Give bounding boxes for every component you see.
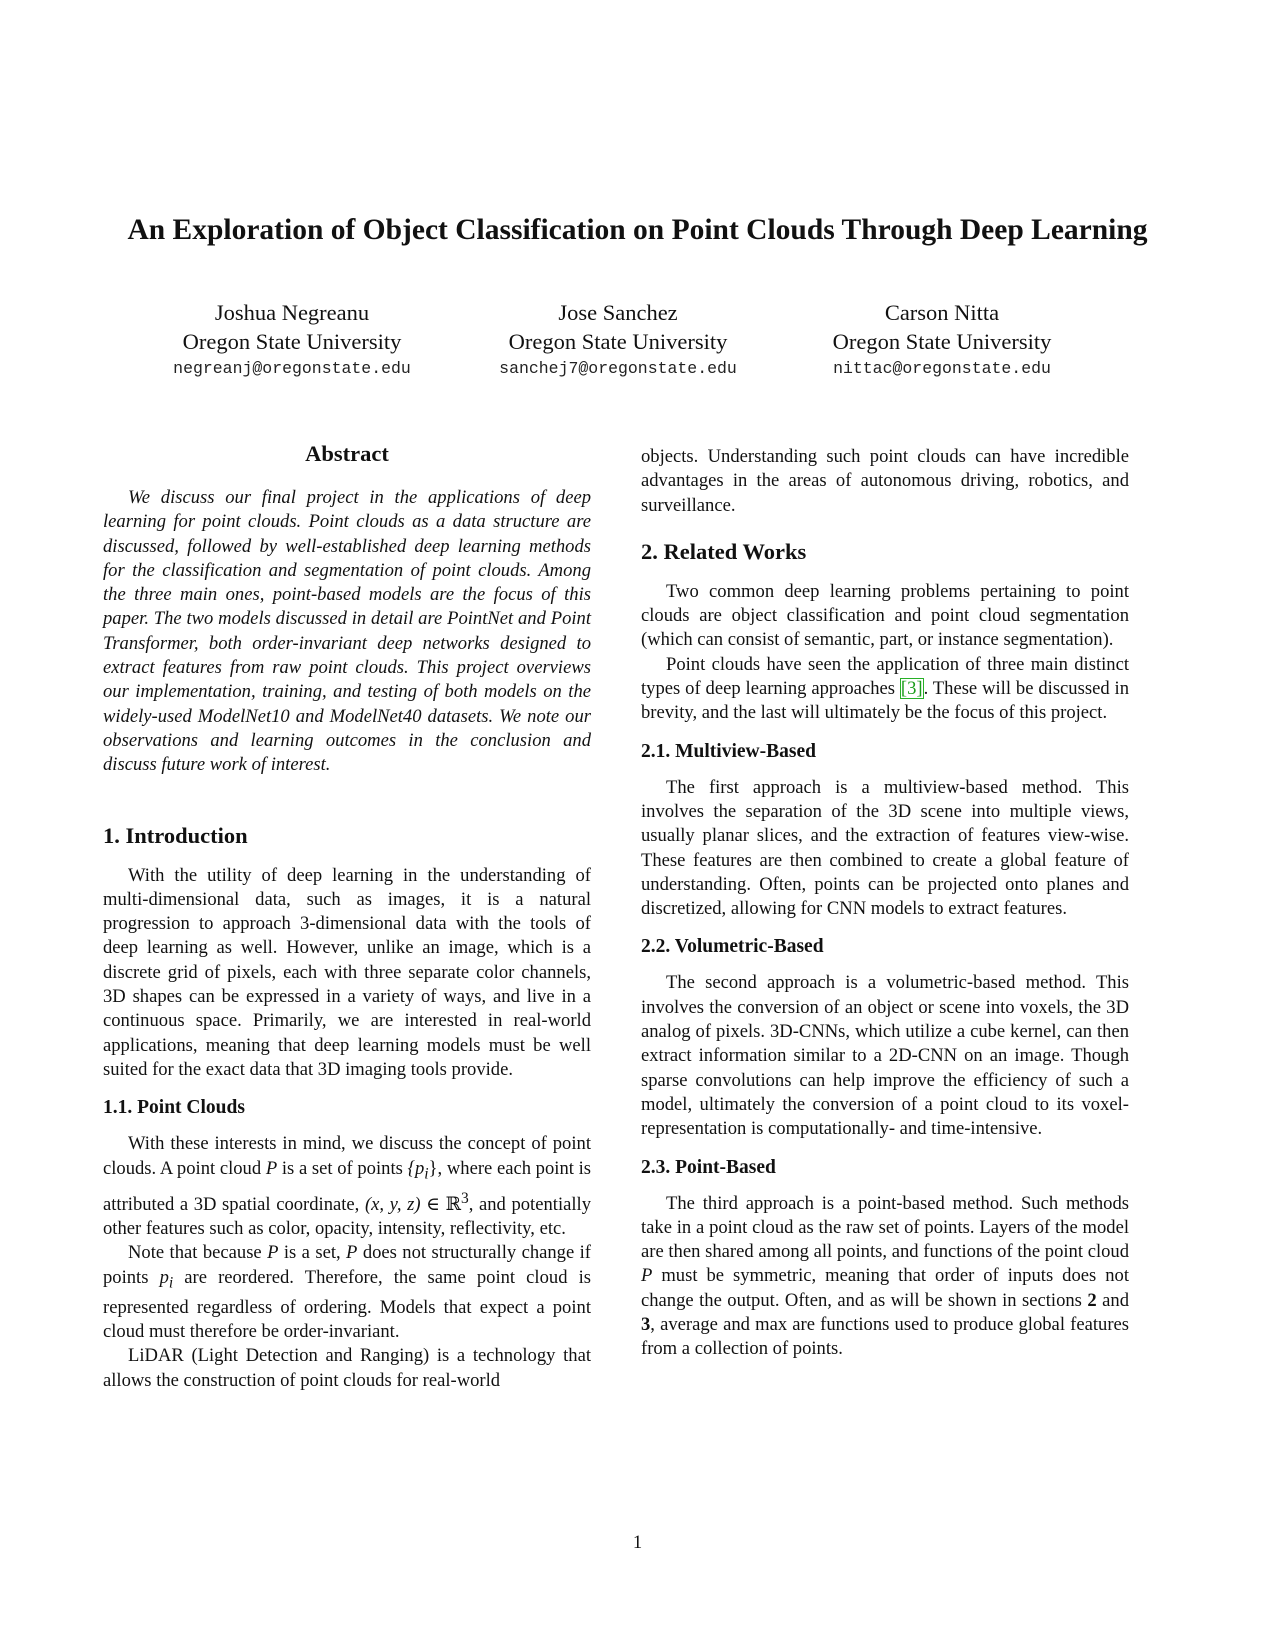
subsection-point-based-heading: 2.3. Point-Based — [641, 1156, 776, 1178]
author-name: Jose Sanchez — [558, 300, 678, 325]
related-paragraph-2: Point clouds have seen the application of three main distinct types of deep learning approaches [3]. These will be discussed in brevity, and the last will ultimately be the focus of this project. — [641, 653, 1129, 724]
point-clouds-paragraph-3: LiDAR (Light Detection and Ranging) is a technology that allows the construction of point clouds for real-world — [103, 1345, 591, 1391]
intro-paragraph: With the utility of deep learning in the understanding of multi-dimensional data, such as images, it is a natural progression to approach 3-dimensional data with the tools of deep learning as well. However, unlike an image, which is a discrete grid of pixels, each with three separate color channels, 3D shapes can be expressed in a variety of ways, and live in a continuous space. Primarily, we are interested in real-world applications, meaning that deep learning models must be well suited for the exact data that 3D imaging tools provide. — [103, 864, 591, 1080]
subsection-point-clouds-heading: 1.1. Point Clouds — [103, 1097, 245, 1119]
section-related-works-heading: 2. Related Works — [641, 538, 807, 564]
author-email: sanchej7@oregonstate.edu — [499, 359, 737, 378]
author-email: negreanj@oregonstate.edu — [173, 359, 411, 378]
author-name: Joshua Negreanu — [214, 300, 370, 325]
author-affiliation: Oregon State University — [832, 329, 1052, 354]
author-1 — [132, 298, 452, 382]
subsection-multiview-heading: 2.1. Multiview-Based — [641, 740, 816, 762]
section-introduction-heading: 1. Introduction — [103, 822, 248, 848]
point-clouds-paragraph-1: With these interests in mind, we discuss the concept of point clouds. A point cloud P is a set of points $\{p_i\}$, where each point is attributed a 3D spatial coordinate, (x, y, z) ∈ ℝ$^3$, and potentially other features such as color, opacity, intensity, reflectivity, etc. — [103, 1133, 591, 1240]
paper-title: An Exploration of Object Classification on Point Clouds Through Deep Learning — [127, 214, 1148, 246]
abstract-text: We discuss our final project in the applications of deep learning for point clouds. Point clouds as a data structure are discussed, followed by well-established deep learning methods for the classification and segmentation of point clouds. Among the three main ones, point-based models are the focus of this paper. The two models discussed in detail are PointNet and Point Transformer, both order-invariant deep networks designed to extract features from raw point clouds. This project overviews our implementation, training, and testing of both models on the widely-used ModelNet10 and ModelNet40 datasets. We note our observations and learning outcomes in the conclusion and discuss future work of interest. — [103, 487, 591, 776]
abstract-heading: Abstract — [305, 441, 389, 466]
author-2 — [458, 298, 778, 382]
subsection-volumetric-heading: 2.2. Volumetric-Based — [641, 936, 824, 958]
author-email: nittac@oregonstate.edu — [833, 359, 1051, 378]
author-name: Carson Nitta — [884, 300, 1000, 325]
volumetric-paragraph: The second approach is a volumetric-based method. This involves the conversion of an object or scene into voxels, the 3D analog of pixels. 3D-CNNs, which utilize a cube kernel, can then extract information similar to a 2D-CNN on an image. Though sparse convolutions can help improve the efficiency of such a model, ultimately the conversion of a point cloud to its voxel-representation is computationally- and time-intensive. — [641, 972, 1129, 1140]
right-column — [641, 445, 1129, 1362]
author-affiliation: Oregon State University — [508, 329, 728, 354]
related-paragraph-1: Two common deep learning problems pertaining to point clouds are object classification and point cloud segmentation (which can consist of semantic, part, or instance segmentation). — [641, 580, 1129, 651]
author-3 — [782, 298, 1102, 382]
page-number: 1 — [632, 1532, 643, 1553]
point-clouds-paragraph-2: Note that because P is a set, P does not structurally change if points $p_i$ are reordered. Therefore, the same point cloud is represented regardless of ordering. Models that expect a point cloud must therefore be order-invariant. — [103, 1242, 591, 1342]
left-column — [103, 440, 591, 1393]
point-based-paragraph: The third approach is a point-based method. Such methods take in a point cloud as the raw set of points. Layers of the model are then shared among all points, and functions of the point cloud P must be symmetric, meaning that order of inputs does not change the output. Often, and as will be shown in sections 2 and 3, average and max are functions used to produce global features from a collection of points. — [641, 1192, 1129, 1360]
intro-continuation-paragraph: objects. Understanding such point clouds can have incredible advantages in the areas of autonomous driving, robotics, and surveillance. — [641, 446, 1129, 516]
author-affiliation: Oregon State University — [182, 329, 402, 354]
multiview-paragraph: The first approach is a multiview-based method. This involves the separation of the 3D scene into multiple views, usually planar slices, and the extraction of features view-wise. These features are then combined to create a global feature of understanding. Often, points can be projected onto planes and discretized, allowing for CNN models to extract features. — [641, 776, 1129, 920]
citation-link[interactable]: [3] — [900, 678, 923, 700]
